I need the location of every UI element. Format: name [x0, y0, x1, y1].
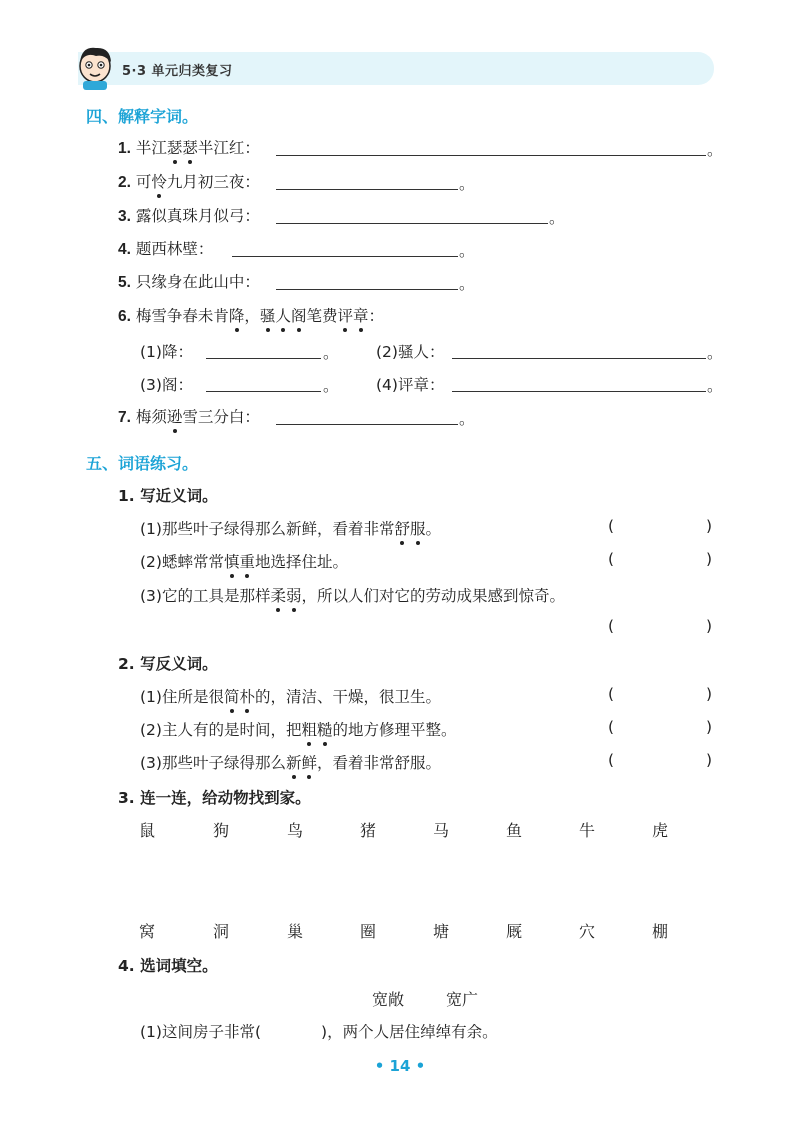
home-word[interactable]: 窝 — [139, 922, 156, 941]
animal-word[interactable]: 鼠 — [139, 821, 156, 840]
s4-item-2: 2. 可怜九月初三夜： — [118, 170, 260, 192]
answer-line[interactable] — [232, 256, 458, 257]
animal-word[interactable]: 马 — [433, 821, 450, 840]
answer-line[interactable] — [276, 289, 458, 290]
page-header-title: 5·3 单元归类复习 — [122, 64, 233, 79]
boy-mascot-icon — [74, 44, 116, 90]
s4-item-1-text: 半江瑟瑟半江红： — [136, 139, 260, 157]
s5-q1-item-3: (3)它的工具是那样柔弱，所以人们对它的劳动成果感到惊奇。 — [140, 584, 565, 606]
answer-line[interactable] — [276, 189, 458, 190]
s4-item-4: 4. 题西林壁： — [118, 240, 214, 258]
s5-q1-title: 1. 写近义词。 — [118, 487, 218, 505]
s5-q3-title: 3. 连一连，给动物找到家。 — [118, 789, 311, 807]
answer-line[interactable] — [206, 391, 321, 392]
s4-item-6: 6. 梅雪争春未肯降，骚人阁笔费评章： — [118, 304, 384, 326]
answer-line[interactable] — [276, 223, 548, 224]
s5-q1-item-1: (1)那些叶子绿得那么新鲜，看着非常舒服。 — [140, 517, 441, 539]
section-4-title: 四、解释字词。 — [86, 107, 199, 126]
animal-word[interactable]: 鸟 — [287, 821, 304, 840]
s5-q2-item-2: (2)主人有的是时间，把粗糙的地方修理平整。 — [140, 718, 457, 740]
answer-line[interactable] — [452, 391, 706, 392]
animal-word[interactable]: 猪 — [360, 821, 377, 840]
answer-line[interactable] — [452, 358, 706, 359]
animal-word[interactable]: 牛 — [579, 821, 596, 840]
s4-item-3: 3. 露似真珠月似弓： — [118, 207, 260, 225]
s4-item-5: 5. 只缘身在此山中： — [118, 273, 260, 291]
choice-word-2: 宽广 — [446, 990, 479, 1009]
s4-sub-2: (2)骚人： — [376, 343, 445, 361]
s5-q1-item-2: (2)蟋蟀常常慎重地选择住址。 — [140, 550, 348, 572]
answer-line[interactable] — [276, 155, 706, 156]
animal-word[interactable]: 狗 — [213, 821, 230, 840]
home-word[interactable]: 厩 — [506, 922, 523, 941]
home-word[interactable]: 棚 — [652, 922, 669, 941]
page-number: • 14 • — [374, 1057, 426, 1075]
answer-line[interactable] — [276, 424, 458, 425]
home-word[interactable]: 穴 — [579, 922, 596, 941]
s4-sub-4: (4)评章： — [376, 376, 445, 394]
animal-word[interactable]: 虎 — [652, 821, 669, 840]
home-word[interactable]: 巢 — [287, 922, 304, 941]
s5-q2-title: 2. 写反义词。 — [118, 655, 218, 673]
s5-q2-item-1: (1)住所是很简朴的，清洁、干燥，很卫生。 — [140, 685, 441, 707]
home-word[interactable]: 圈 — [360, 922, 377, 941]
s4-item-7: 7. 梅须逊雪三分白： — [118, 405, 260, 427]
s4-sub-1: (1)降： — [140, 343, 193, 361]
s5-q4-item-1: (1)这间房子非常( )，两个人居住绰绰有余。 — [140, 1023, 498, 1041]
animal-word[interactable]: 鱼 — [506, 821, 523, 840]
s5-q4-title: 4. 选词填空。 — [118, 957, 218, 975]
section-5-title: 五、词语练习。 — [86, 454, 199, 473]
s4-sub-3: (3)阁： — [140, 376, 193, 394]
home-word[interactable]: 洞 — [213, 922, 230, 941]
s4-item-1: 1. 半江瑟瑟半江红： — [118, 136, 260, 158]
home-word[interactable]: 塘 — [433, 922, 450, 941]
answer-line[interactable] — [206, 358, 321, 359]
s5-q2-item-3: (3)那些叶子绿得那么新鲜，看着非常舒服。 — [140, 751, 441, 773]
choice-word-1: 宽敞 — [372, 990, 405, 1009]
